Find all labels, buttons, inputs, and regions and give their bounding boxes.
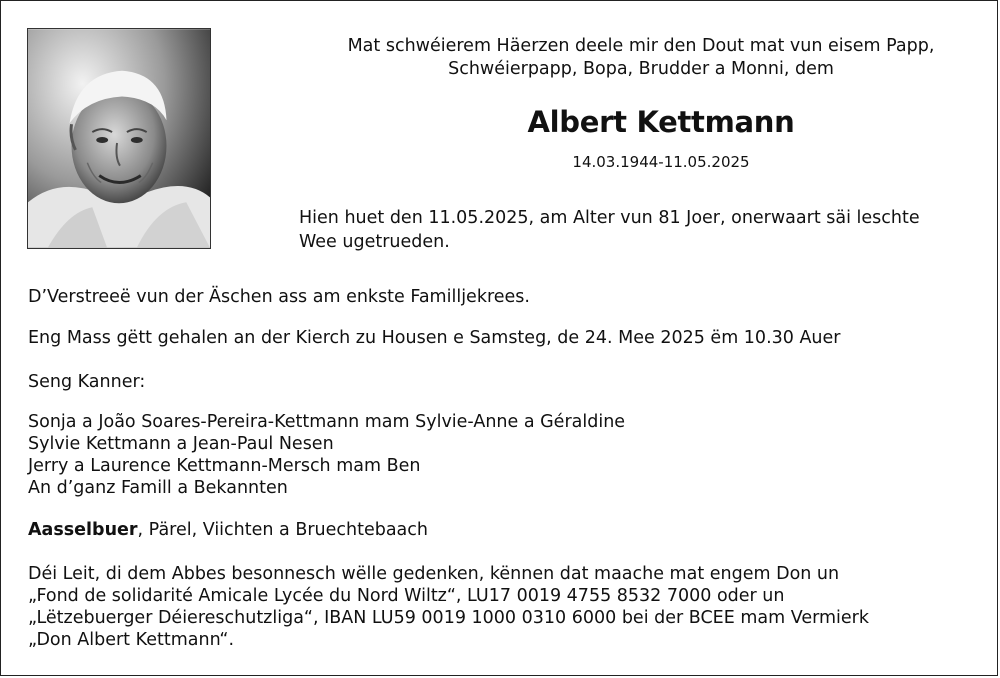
intro-line-1: Mat schwéierem Häerzen deele mir den Dout mat vun eisem Papp,	[347, 36, 935, 56]
donation-line-3: „Lëtzebuerger Déiereschutzliga“, IBAN LU59 0019 1000 0310 6000 bei der BCEE mam Vermierk	[28, 608, 869, 628]
deceased-name: Albert Kettmann	[527, 105, 795, 139]
portrait-image	[28, 29, 210, 248]
life-dates: 14.03.1944-11.05.2025	[572, 153, 750, 171]
family-line-3: Jerry a Laurence Kettmann-Mersch mam Ben	[28, 456, 421, 476]
ashes-text: D’Verstreeë vun der Äschen ass am enkste Familljekrees.	[28, 287, 530, 307]
passing-line-2: Wee ugetrueden.	[299, 232, 450, 252]
family-list	[28, 411, 988, 499]
donation-line-4: „Don Albert Kettmann“.	[28, 630, 235, 650]
portrait-photo	[27, 28, 211, 249]
family-line-2: Sylvie Kettmann a Jean-Paul Nesen	[28, 434, 334, 454]
donation-line-2: „Fond de solidarité Amicale Lycée du Nord Wiltz“, LU17 0019 4755 8532 7000 oder un	[28, 586, 785, 606]
donation-text	[28, 563, 948, 651]
passing-text	[299, 206, 989, 254]
intro-text	[291, 35, 991, 81]
family-line-1: Sonja a João Soares-Pereira-Kettmann mam Sylvie-Anne a Géraldine	[28, 412, 626, 432]
places-bold: Aasselbuer	[28, 520, 138, 540]
intro-line-2: Schwéierpapp, Bopa, Brudder a Monni, dem	[448, 59, 834, 79]
donation-line-1: Déi Leit, di dem Abbes besonnesch wëlle gedenken, kënnen dat maache mat engem Don un	[28, 564, 840, 584]
places-rest: , Pärel, Viichten a Bruechtebaach	[137, 520, 428, 540]
family-line-4: An d’ganz Famill a Bekannten	[28, 478, 288, 498]
children-heading: Seng Kanner:	[28, 372, 146, 392]
places-line	[28, 519, 988, 541]
passing-line-1: Hien huet den 11.05.2025, am Alter vun 81 Joer, onerwaart säi leschte	[299, 208, 920, 228]
mass-text: Eng Mass gëtt gehalen an der Kierch zu Housen e Samsteg, de 24. Mee 2025 ëm 10.30 Auer	[28, 328, 841, 348]
